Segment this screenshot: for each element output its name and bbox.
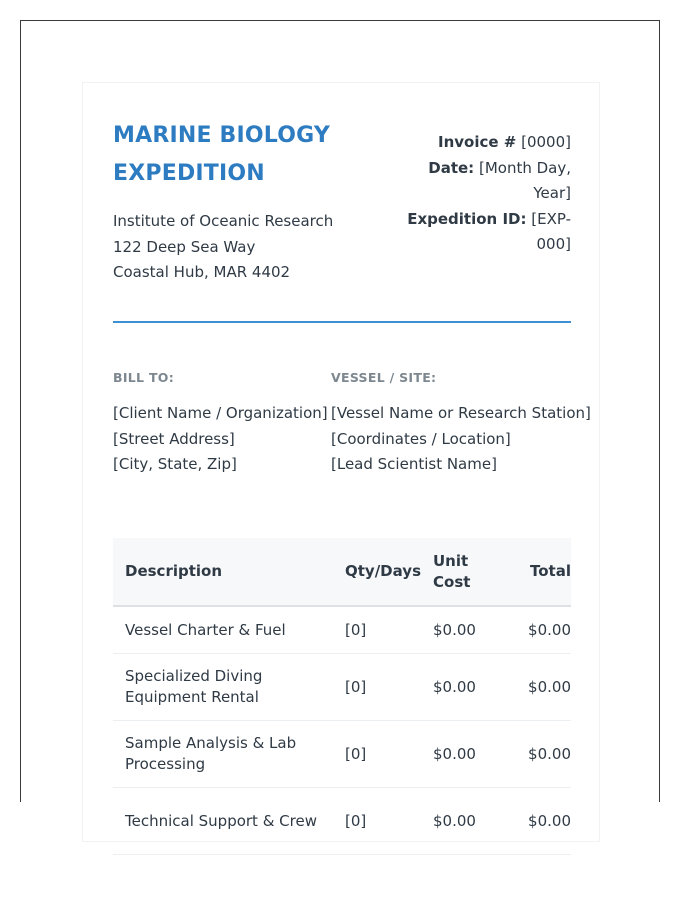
invoice-number-label: Invoice # [437,133,517,151]
invoice-sheet [82,82,600,842]
page-frame [20,20,660,830]
invoice-number [401,130,571,156]
row-unit-cost: $0.00 [421,606,491,654]
row-total: $0.00 [491,654,571,721]
row-total: $0.00 [491,721,571,788]
table-row [113,788,571,855]
invoice-date [401,156,571,207]
table-body [113,606,571,855]
expedition-id-label: Expedition ID: [407,209,527,228]
invoice-content [113,113,591,855]
line-items-table [113,538,571,855]
vessel-site-line: [Coordinates / Location] [331,429,511,448]
vessel-site-details [331,401,591,478]
table-row [113,654,571,721]
row-unit-cost: $0.00 [421,788,491,855]
company-address-line: Coastal Hub, MAR 4402 [113,263,291,281]
company-address [113,209,333,286]
invoice-header [113,113,571,323]
row-description: Specialized Diving Equipment Rental [113,654,333,721]
row-description: Sample Analysis & Lab Processing [113,721,333,788]
row-unit-cost: $0.00 [421,654,491,721]
table-row [113,606,571,654]
row-total: $0.00 [491,606,571,654]
bill-to-block [113,369,328,478]
bill-to-line: [Street Address] [113,429,235,448]
header-description: Description [113,538,333,606]
row-description: Technical Support & Crew [113,788,333,855]
company-address-line: Institute of Oceanic Research [113,212,334,230]
company-address-line: 122 Deep Sea Way [113,237,256,256]
row-unit-cost: $0.00 [421,721,491,788]
invoice-date-value: [Month Day, Year] [478,158,571,202]
header-total: Total [491,538,571,606]
row-description: Vessel Charter & Fuel [113,606,333,654]
table-header-row [113,538,571,606]
bill-to-line: [City, State, Zip] [113,455,237,473]
vessel-site-line: [Vessel Name or Research Station] [331,404,591,422]
vessel-site-block [331,369,591,478]
row-qty: [0] [333,606,421,654]
row-qty: [0] [333,788,421,855]
company-title: MARINE BIOLOGY EXPEDITION [113,123,331,186]
header-qty-days: Qty/Days [333,538,421,606]
invoice-meta [401,130,571,258]
bill-to-line: [Client Name / Organization] [113,404,328,422]
vessel-site-label: VESSEL / SITE: [331,370,437,385]
header-unit-cost: Unit Cost [421,538,491,606]
invoice-date-label: Date: [428,158,475,177]
table-row [113,721,571,788]
table-header [113,538,571,606]
row-qty: [0] [333,721,421,788]
bill-to-label: BILL TO: [113,370,175,385]
invoice-number-value: [0000] [521,133,571,151]
expedition-id [401,207,571,258]
parties-section [113,323,591,538]
row-qty: [0] [333,654,421,721]
expedition-id-value: [EXP-000] [531,209,571,253]
vessel-site-line: [Lead Scientist Name] [331,455,497,473]
row-total: $0.00 [491,788,571,855]
bill-to-details [113,401,328,478]
